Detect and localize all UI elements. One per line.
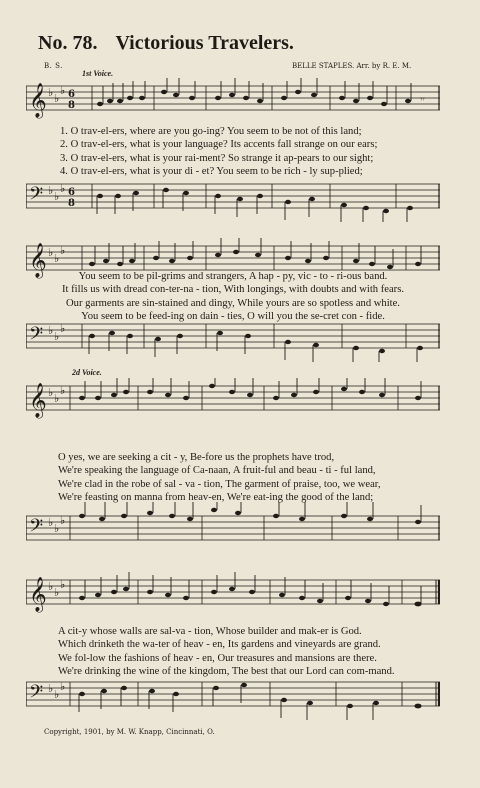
flat-icon: ♭ <box>48 516 54 529</box>
flat-icon: ♭ <box>48 184 54 197</box>
time-signature: 8 <box>68 100 75 111</box>
lyric-line: We're speaking the language of Ca-naan, A fruit-ful and beau - ti - ful land, <box>58 465 376 477</box>
hymn-title: Victorious Travelers. <box>115 32 294 54</box>
lyric-line: We're feasting on manna from heav-en, We're eat-ing the good of the land; <box>58 491 374 503</box>
flat-icon: ♭ <box>60 182 66 195</box>
treble-clef-icon: 𝄞 <box>29 83 47 118</box>
flat-icon: ♭ <box>54 586 60 599</box>
flat-icon: ♭ <box>54 252 60 265</box>
lyric-line: We're clad in the robe of sal - va - tion, The garment of praise, too, we wear, <box>58 478 381 490</box>
bass-clef-icon: 𝄢 <box>29 682 44 707</box>
flat-icon: ♭ <box>48 324 54 337</box>
flat-icon: ♭ <box>54 330 60 343</box>
second-voice-label: 2d Voice. <box>72 368 102 377</box>
system4-treble-staff <box>26 572 440 618</box>
time-signature: 6 <box>68 89 75 100</box>
lyric-line: 2. O trav-el-ers, what is your language? Its accents fall strange on our ears; <box>60 139 378 151</box>
lyricist-credit: B. S. <box>44 62 63 70</box>
system1-lyrics <box>26 125 440 178</box>
flat-icon: ♭ <box>54 190 60 203</box>
system1-bass-staff <box>26 178 440 224</box>
treble-clef-icon: 𝄞 <box>29 383 47 418</box>
flat-icon: ♭ <box>48 386 54 399</box>
bass-clef-icon: 𝄢 <box>29 184 44 209</box>
system4-bass-staff <box>26 676 440 722</box>
lyric-line: We fol-low the fashions of heav - en, Our treasures and mansions are there. <box>58 652 377 664</box>
system4-lyrics <box>26 625 440 678</box>
system1-treble-staff <box>26 78 440 128</box>
flat-icon: ♭ <box>60 84 66 97</box>
bass-clef-icon: 𝄢 <box>29 516 44 541</box>
flat-icon: ♭ <box>54 392 60 405</box>
flat-icon: ♭ <box>54 522 60 535</box>
copyright-notice: Copyright, 1901, by M. W. Knapp, Cincinnati, O. <box>44 728 215 736</box>
lyric-line: 4. O trav-el-ers, what is your di - et? You seem to be rich - ly sup-plied; <box>60 165 363 177</box>
time-signature: 6 <box>68 187 75 198</box>
flat-icon: ♭ <box>48 246 54 259</box>
flat-icon: ♭ <box>48 86 54 99</box>
system3-treble-staff <box>26 378 440 422</box>
flat-icon: ♭ <box>54 688 60 701</box>
lyric-line: You seem to be feed-ing on dain - ties, O will you the se-cret con - fide. <box>81 310 385 322</box>
lyric-line: Which drinketh the wa-ter of heav - en, Its gardens and vineyards are grand. <box>58 639 381 651</box>
rest-icon: 𝄾𝄾 <box>420 95 425 105</box>
hymn-header <box>38 32 294 55</box>
flat-icon: ♭ <box>48 682 54 695</box>
lyric-line: We're drinking the wine of the kingdom, The best that our Lord can com-mand. <box>58 665 395 677</box>
first-voice-label: 1st Voice. <box>82 69 114 78</box>
system3-lyrics <box>26 451 440 504</box>
lyric-line: 3. O trav-el-ers, what is your rai-ment? So strange it ap-pears to our sight; <box>60 152 374 164</box>
lyric-line: A cit-y whose walls are sal-va - tion, Whose builder and mak-er is God. <box>58 626 362 637</box>
flat-icon: ♭ <box>48 580 54 593</box>
system2-bass-staff <box>26 318 440 364</box>
flat-icon: ♭ <box>60 244 66 257</box>
flat-icon: ♭ <box>54 92 60 105</box>
lyric-line: You seem to be pil-grims and strangers, A hap - py, vic - to - ri-ous band. <box>78 271 388 282</box>
lyric-line: O yes, we are seeking a cit - y, Be-fore us the prophets have trod, <box>58 452 335 463</box>
flat-icon: ♭ <box>60 578 66 591</box>
lyric-line: It fills us with dread con-ter-na - tion, With longings, with doubts and with fears. <box>62 284 404 296</box>
bass-clef-icon: 𝄢 <box>29 324 44 349</box>
system2-lyrics <box>26 270 440 323</box>
flat-icon: ♭ <box>60 322 66 335</box>
composer-credit: BELLE STAPLES. Arr. by R. E. M. <box>292 62 412 70</box>
flat-icon: ♭ <box>60 680 66 693</box>
treble-clef-icon: 𝄞 <box>29 577 47 612</box>
flat-icon: ♭ <box>60 514 66 527</box>
system3-bass-staff <box>26 502 440 552</box>
time-signature: 8 <box>68 198 75 209</box>
flat-icon: ♭ <box>60 384 66 397</box>
hymn-number: No. 78. <box>38 32 98 54</box>
treble-clef-icon: 𝄞 <box>29 243 47 278</box>
lyric-line: 1. O trav-el-ers, where are you go-ing? You seem to be not of this land; <box>60 126 362 137</box>
lyric-line: Our garments are sin-stained and dingy, While yours are so spotless and white. <box>66 297 400 309</box>
